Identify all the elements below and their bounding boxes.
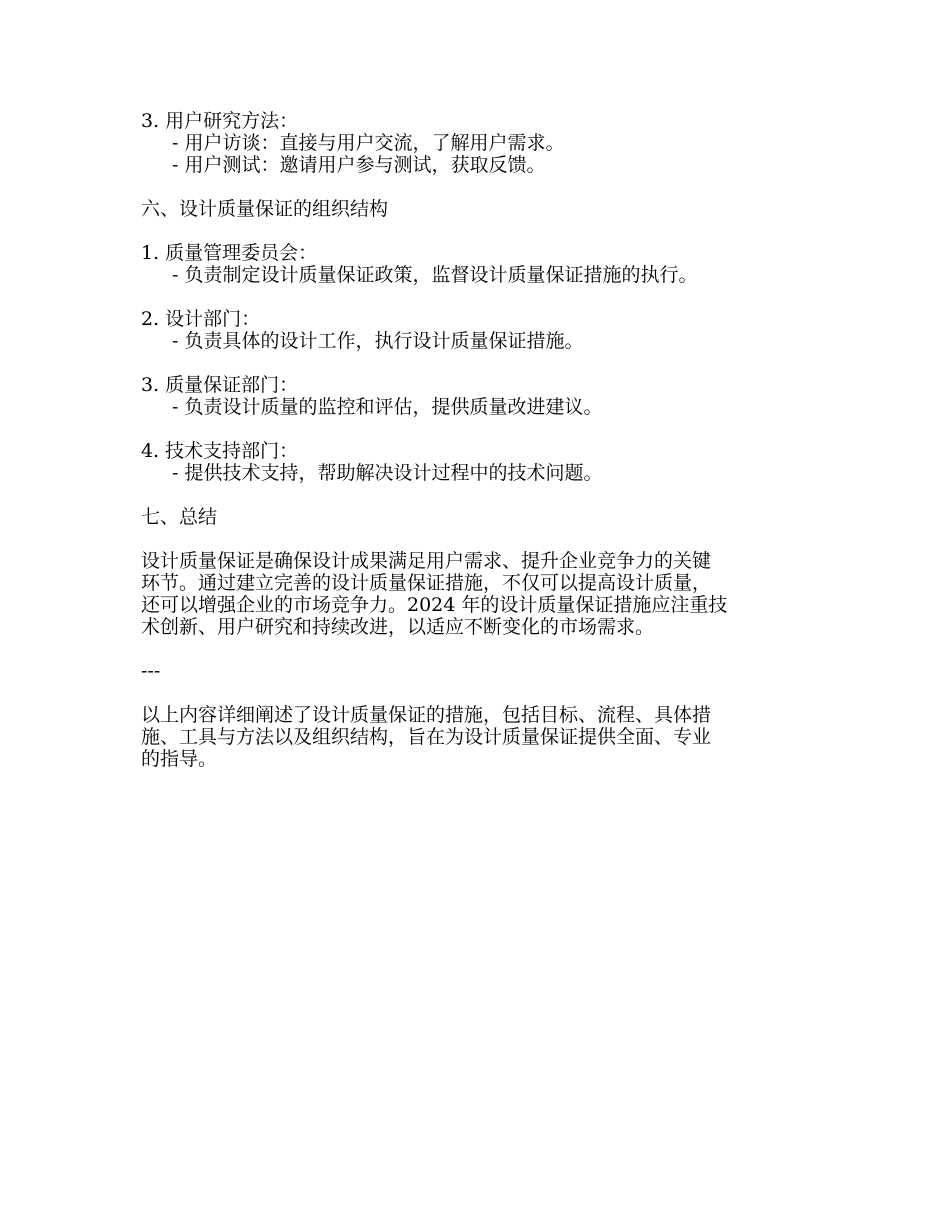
- list-item: - 用户访谈：直接与用户交流，了解用户需求。: [172, 132, 565, 154]
- org-group-heading: 2. 设计部门：: [141, 308, 261, 330]
- document-page: [141, 110, 811, 770]
- org-group: [141, 308, 811, 352]
- list-item: - 负责具体的设计工作，执行设计质量保证措施。: [172, 330, 584, 352]
- org-group-heading: 4. 技术支持部门：: [141, 440, 299, 462]
- org-group: [141, 374, 811, 418]
- user-research-block: [141, 110, 811, 176]
- closing-paragraph: [141, 704, 811, 770]
- list-item: - 负责制定设计质量保证政策，监督设计质量保证措施的执行。: [172, 264, 698, 286]
- paragraph-line: 术创新、用户研究和持续改进，以适应不断变化的市场需求。: [141, 616, 655, 638]
- paragraph-line: 的指导。: [141, 748, 218, 770]
- section-title-org-structure: 六、设计质量保证的组织结构: [141, 198, 389, 220]
- list-item: - 提供技术支持，帮助解决设计过程中的技术问题。: [172, 462, 603, 484]
- paragraph-line: 以上内容详细阐述了设计质量保证的措施，包括目标、流程、具体措: [141, 704, 712, 726]
- org-group-heading: 1. 质量管理委员会：: [141, 242, 318, 264]
- paragraph-line: 还可以增强企业的市场竞争力。2024 年的设计质量保证措施应注重技: [141, 594, 728, 616]
- org-group: [141, 242, 811, 286]
- org-group-heading: 3. 质量保证部门：: [141, 374, 299, 396]
- summary-paragraph: [141, 550, 811, 638]
- paragraph-line: 施、工具与方法以及组织结构，旨在为设计质量保证提供全面、专业: [141, 726, 712, 748]
- org-group: [141, 440, 811, 484]
- paragraph-line: 环节。通过建立完善的设计质量保证措施，不仅可以提高设计质量，: [141, 572, 712, 594]
- section-title-summary: 七、总结: [141, 506, 218, 528]
- list-item: - 用户测试：邀请用户参与测试，获取反馈。: [172, 154, 546, 176]
- user-research-heading: 3. 用户研究方法：: [141, 110, 299, 132]
- divider-text: ---: [141, 660, 161, 682]
- list-item: - 负责设计质量的监控和评估，提供质量改进建议。: [172, 396, 603, 418]
- paragraph-line: 设计质量保证是确保设计成果满足用户需求、提升企业竞争力的关键: [141, 550, 712, 572]
